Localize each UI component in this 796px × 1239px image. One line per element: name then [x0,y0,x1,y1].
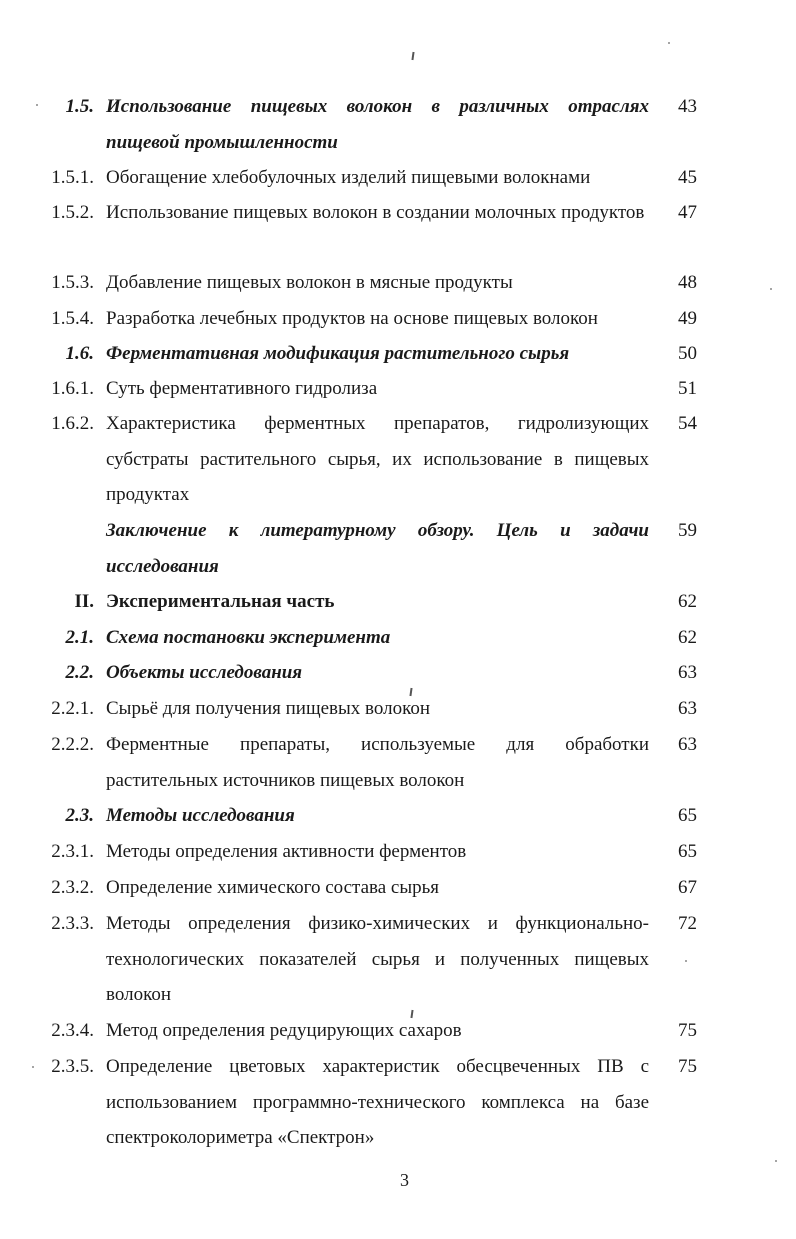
toc-entry-title: Объекты исследования [106,662,303,683]
toc-entry-number: 2.1. [65,627,94,648]
toc-entry-number: 2.2.1. [51,698,94,719]
toc-entry-page: 50 [678,343,697,364]
toc-entry-number: 2.3.2. [51,877,94,898]
toc-entry-title: Добавление пищевых волокон в мясные продукты [106,272,513,293]
scan-dot [770,288,772,290]
toc-entry-title: Суть ферментативного гидролиза [106,378,378,399]
page-number: 3 [400,1170,409,1190]
toc-entry-number: 2.2.2. [51,734,94,755]
toc-entry-number: 1.6. [65,343,94,364]
toc-entry-number: 1.5. [65,96,94,117]
toc-entry-number: 1.6.2. [51,413,94,434]
scan-dot [36,104,38,106]
toc-entry-title: Сырьё для получения пищевых волокон [106,698,431,719]
toc-entry-number: II. [74,591,94,612]
toc-entry-page: 75 [678,1056,697,1077]
toc-entry-title: Обогащение хлебобулочных изделий пищевыми волокнами [106,167,591,188]
toc-entry-title: Ферментативная модификация растительного сырья [106,343,570,364]
toc-entry-number: 2.3. [65,805,94,826]
toc-entry-page: 62 [678,591,697,612]
toc-entry-page: 65 [678,805,697,826]
toc-entry-page: 47 [678,202,697,223]
scan-dot [668,42,670,44]
toc-entry-title: Методы определения активности ферментов [106,841,467,862]
scan-dot [775,1160,777,1162]
toc-entry-title: Характеристика ферментных препаратов, гидролизующих субстраты растительного сырья, их использование в пищевых продуктах [106,413,649,505]
toc-entry-title: Заключение к литературному обзору. Цель и задачи исследования [106,520,649,577]
toc-entry-title: Схема постановки эксперимента [106,627,391,648]
toc-entry-page: 49 [678,308,697,329]
toc-entry-page: 48 [678,272,697,293]
scan-dot [32,1066,34,1068]
toc-entry-page: 59 [678,520,697,541]
scan-speck [411,52,414,60]
toc-entry-number: 2.3.4. [51,1020,94,1041]
toc-entry-title: Метод определения редуцирующих сахаров [106,1020,462,1041]
toc-entry-title: Использование пищевых волокон в создании молочных продуктов [106,202,645,223]
toc-entry-page: 63 [678,698,697,719]
toc-entry-title: Методы определения физико-химических и функционально-технологических показателей сырья и полученных пищевых волокон [106,913,649,1005]
toc-entry-title: Определение химического состава сырья [106,877,440,898]
toc-entry-title: Экспериментальная часть [106,591,335,612]
toc-entry-number: 2.3.5. [51,1056,94,1077]
toc-entry-title: Использование пищевых волокон в различных отраслях пищевой промышленности [106,96,649,153]
toc-entry-page: 63 [678,662,697,683]
toc-entry-page: 43 [678,96,697,117]
toc-entry-page: 62 [678,627,697,648]
toc-entry-page: 51 [678,378,697,399]
toc-entry-title: Ферментные препараты, используемые для обработки растительных источников пищевых волокон [106,734,649,791]
toc-entry-number: 1.6.1. [51,378,94,399]
toc-entry-number: 1.5.3. [51,272,94,293]
scan-dot [685,960,687,962]
toc-entry-title: Разработка лечебных продуктов на основе пищевых волокон [106,308,598,329]
toc-entry-page: 65 [678,841,697,862]
toc-entry-number: 2.3.1. [51,841,94,862]
toc-entry-page: 75 [678,1020,697,1041]
toc-entry-page: 63 [678,734,697,755]
toc-entry-number: 2.2. [65,662,94,683]
toc-entry-page: 67 [678,877,697,898]
toc-entry-page: 45 [678,167,697,188]
toc-entry-number: 1.5.1. [51,167,94,188]
toc-entry-title: Определение цветовых характеристик обесцвеченных ПВ с использованием программно-технического комплекса на базе спектроколориметра «Спектрон» [106,1056,649,1148]
toc-entry-number: 2.3.3. [51,913,94,934]
toc-entry-number: 1.5.2. [51,202,94,223]
toc-entry-number: 1.5.4. [51,308,94,329]
toc-entry-title: Методы исследования [106,805,295,826]
toc-entry-page: 72 [678,913,697,934]
toc-entry-page: 54 [678,413,697,434]
